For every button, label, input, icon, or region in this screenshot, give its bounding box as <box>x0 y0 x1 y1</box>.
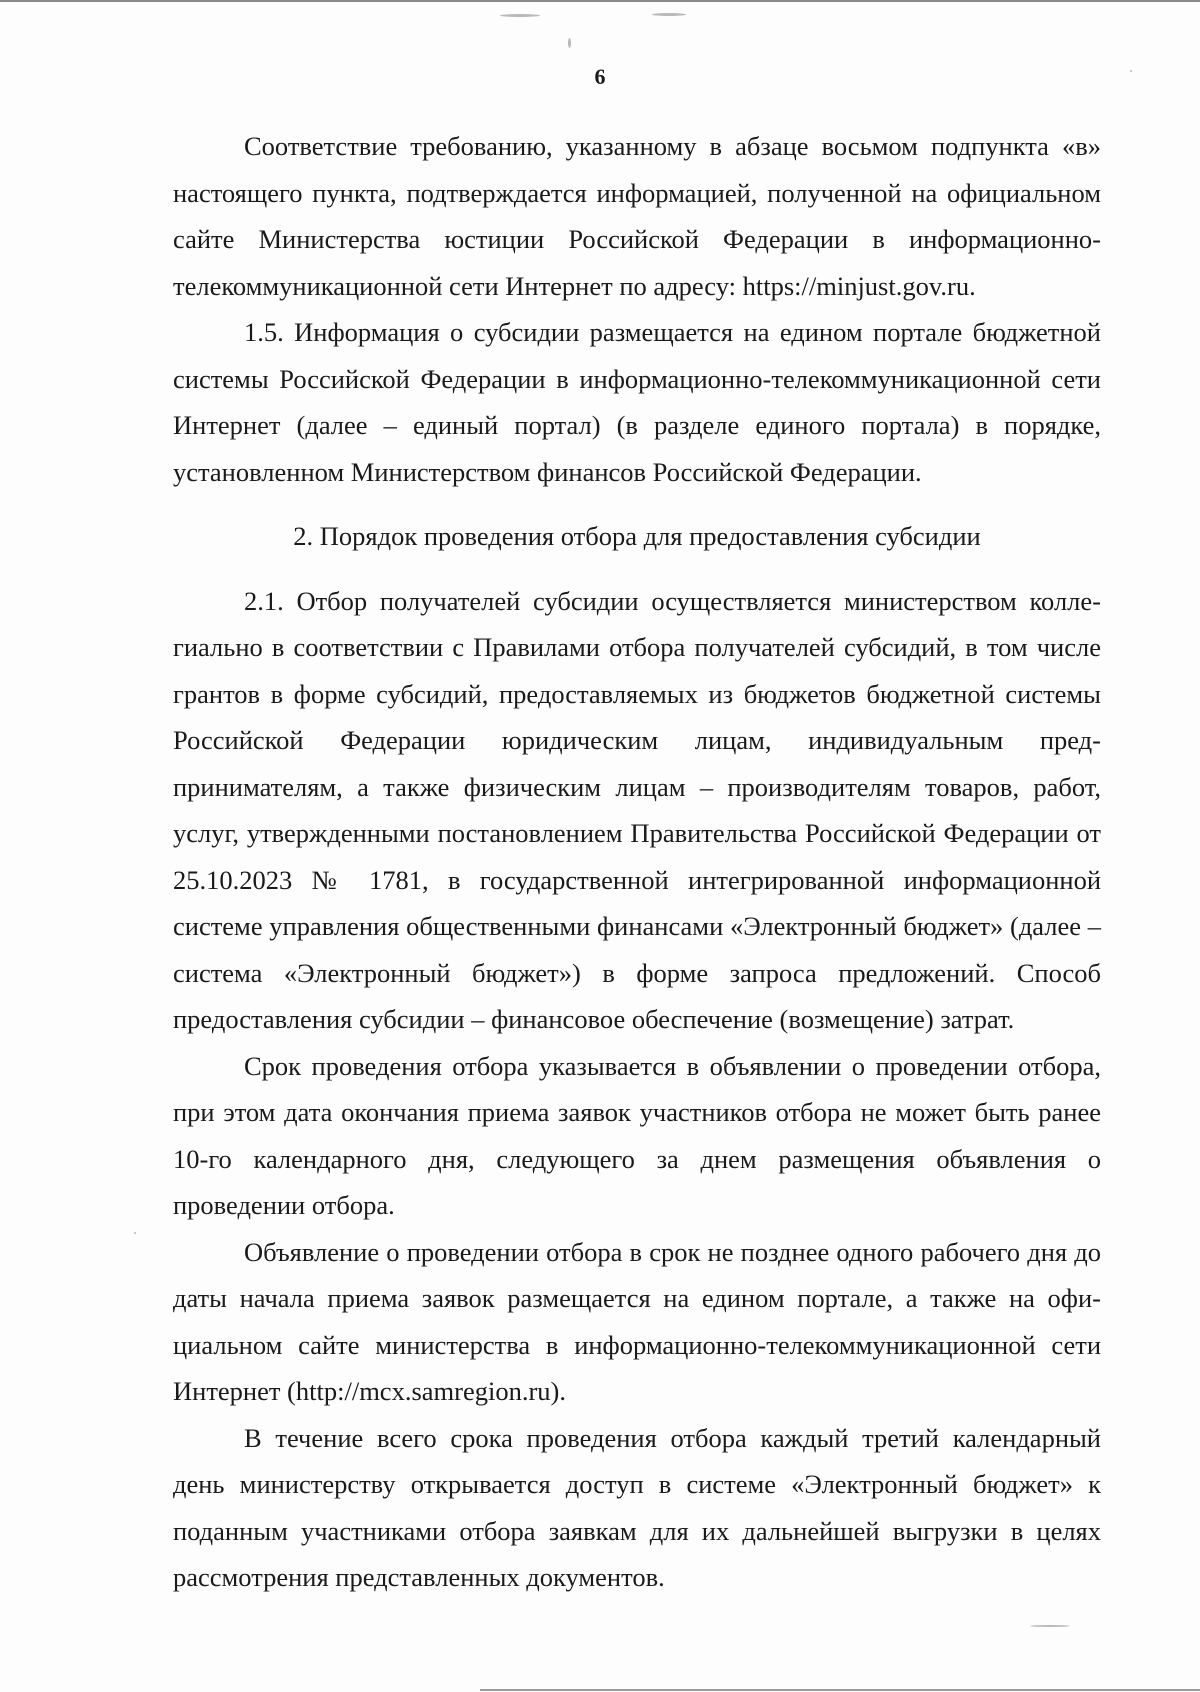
scan-artifact <box>652 13 686 16</box>
paragraph: В течение всего срока проведения отбора каждый третий календарный день министерству открывается доступ в системе «Электронный бюджет» к поданным участниками отбора заявкам для их дальнейшей выгрузки в целях рассмотрения представленных документов. <box>173 1422 1101 1592</box>
scan-edge-top <box>0 0 1200 2</box>
paragraph: 1.5. Информация о субсидии размещается на едином портале бюджетной системы Российской Федерации в информационно-телекоммуникационной сети Интернет (далее – единый портал) (в разделе единого портала) в порядке, установленном Министерством финансов Российской Федерации. <box>173 317 1101 487</box>
scan-artifact <box>500 14 540 17</box>
paragraph: Соответствие требованию, указанному в абзаце восьмом подпункта «в» настоящего пункта, подтверждается информацией, полученной на официальном сайте Министерства юстиции Российской Федерации в информационно-телекоммуникационной сети Интернет по адресу: https://minjust.gov.ru. <box>173 131 1101 301</box>
paragraph: 2.1. Отбор получателей субсидии осуществляется министерством коллегиально в соответствии с Правилами отбора получателей субсидий, в том числе грантов в форме субсидий, предоставляемых из бюджетов бюджетной системы Российской Федерации юридическим лицам, индивидуальным предпринимателям, а также физическим лицам – производителям товаров, работ, услуг, утвержденными постановлением Правительства Российской Федерации от 25.10.2023 № 1781, в государственной интегрированной информационной системе управления общественными финансами «Электронный бюджет» (далее – система «Электронный бюджет») в форме запроса предложений. Способ предоставления субсидии – финансовое обеспечение (возмещение) затрат. <box>173 585 1101 1034</box>
paragraph: Срок проведения отбора указывается в объявлении о проведении отбора, при этом дата окончания приема заявок участников отбора не может быть ранее 10-го календарного дня, следующего за днем размещения объявления о проведении отбора. <box>173 1050 1101 1220</box>
document-body <box>173 123 1101 1601</box>
scan-artifact <box>1030 1625 1070 1627</box>
scan-artifact <box>568 38 571 48</box>
section-heading: 2. Порядок проведения отбора для предоставления субсидии <box>293 521 981 551</box>
paragraph: Объявление о проведении отбора в срок не позднее одного рабочего дня до даты начала приема заявок размещается на едином портале, а также на официальном сайте министерства в информационно-телекоммуникационной сети Интернет (http://mcx.samregion.ru). <box>173 1236 1101 1406</box>
page-number: 6 <box>594 64 606 89</box>
scan-edge-bottom <box>480 1689 1200 1691</box>
scan-artifact <box>134 1232 136 1234</box>
